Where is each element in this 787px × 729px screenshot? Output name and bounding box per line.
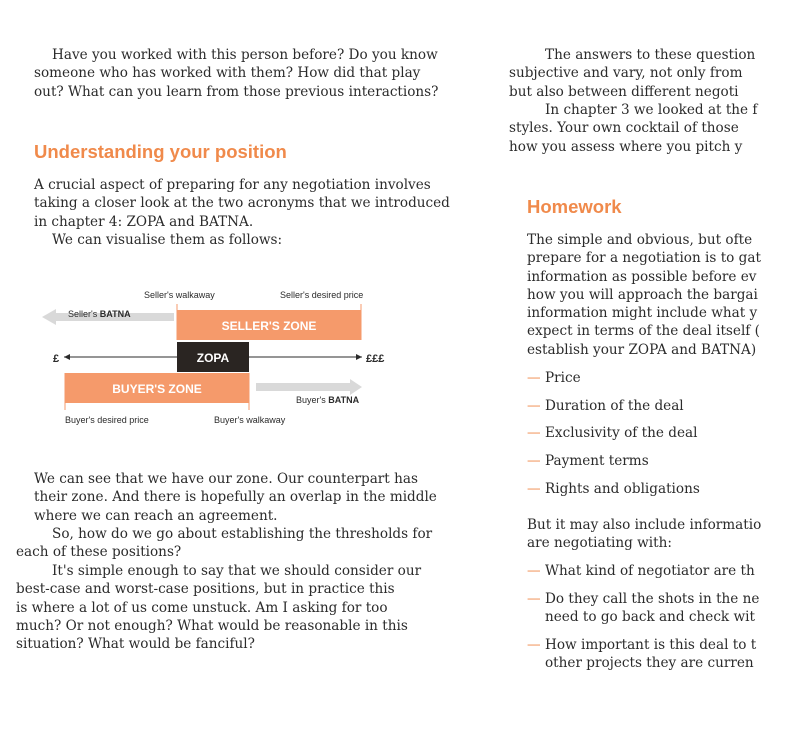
section-heading-understanding: Understanding your position [34, 141, 287, 162]
list-item: — Payment terms [527, 453, 649, 470]
pound-single-label: £ [53, 353, 60, 365]
list-item: — Do they call the shots in the ne need to go back and check wit [527, 590, 760, 625]
buyers-walkaway-label: Buyer's walkaway [214, 415, 286, 425]
price-axis-right-head [356, 354, 362, 360]
section-heading-homework: Homework [527, 196, 622, 217]
list-item: — Rights and obligations [527, 480, 700, 497]
sellers-desired-price-label: Seller's desired price [280, 290, 364, 300]
list-item: — Price [527, 370, 581, 386]
buyers-batna-arrow [256, 379, 362, 395]
list-item: — Exclusivity of the deal [527, 425, 698, 442]
sellers-zone-label: SELLER'S ZONE [221, 319, 317, 333]
visualise-paragraph: We can visualise them as follows: [52, 232, 283, 248]
sellers-walkaway-label: Seller's walkaway [144, 290, 215, 300]
buyers-zone-label: BUYER'S ZONE [112, 382, 202, 396]
answers-paragraph: The answers to these question subjective and vary, not only from but also between different negoti [509, 47, 756, 100]
intro-paragraph: Have you worked with this person before? Do you know someone who has worked with them? How did that play out? What can you learn from those previous interactions? [34, 47, 439, 100]
pound-triple-label: £££ [366, 353, 385, 365]
thresholds-paragraph: So, how do we go about establishing the thresholds for each of these positions? [16, 526, 433, 561]
deal-terms-list [527, 369, 700, 498]
counterpart-list [527, 562, 759, 672]
list-item: — What kind of negotiator are th [527, 563, 755, 579]
sellers-batna-label: Seller's BATNA [68, 309, 131, 319]
price-axis-left-head [64, 354, 70, 360]
list-item: — Duration of the deal [527, 397, 684, 414]
counterpart-paragraph: But it may also include informatio are negotiating with: [527, 517, 762, 552]
zopa-label: ZOPA [196, 351, 230, 365]
list-item: — How important is this deal to t other projects they are curren [527, 636, 757, 671]
section-paragraph: A crucial aspect of preparing for any negotiation involves taking a closer look at the two acronyms that we introduced in chapter 4: ZOPA and BATNA. [34, 177, 450, 230]
zone-paragraph: We can see that we have our zone. Our counterpart has their zone. And there is hopefully an overlap in the middle where we can reach an agreement. [34, 471, 437, 524]
buyers-batna-label: Buyer's BATNA [296, 395, 360, 405]
chapter3-paragraph: In chapter 3 we looked at the f styles. Your own cocktail of those how you assess where you pitch y [509, 102, 758, 155]
best-worst-paragraph: It's simple enough to say that we should consider our best-case and worst-case positions, but in practice this is where a lot of us come unstuck. Am I asking for too much? Or not enough? What would be reasonable in this situation? What would be fanciful? [16, 563, 422, 653]
buyers-desired-price-label: Buyer's desired price [65, 415, 149, 425]
homework-paragraph: The simple and obvious, but ofte prepare for a negotiation is to gat information as possible before ev how you will approach the bargai information might include what y expect in terms of the deal itself ( establish your ZOPA and BATNA) [527, 232, 761, 358]
